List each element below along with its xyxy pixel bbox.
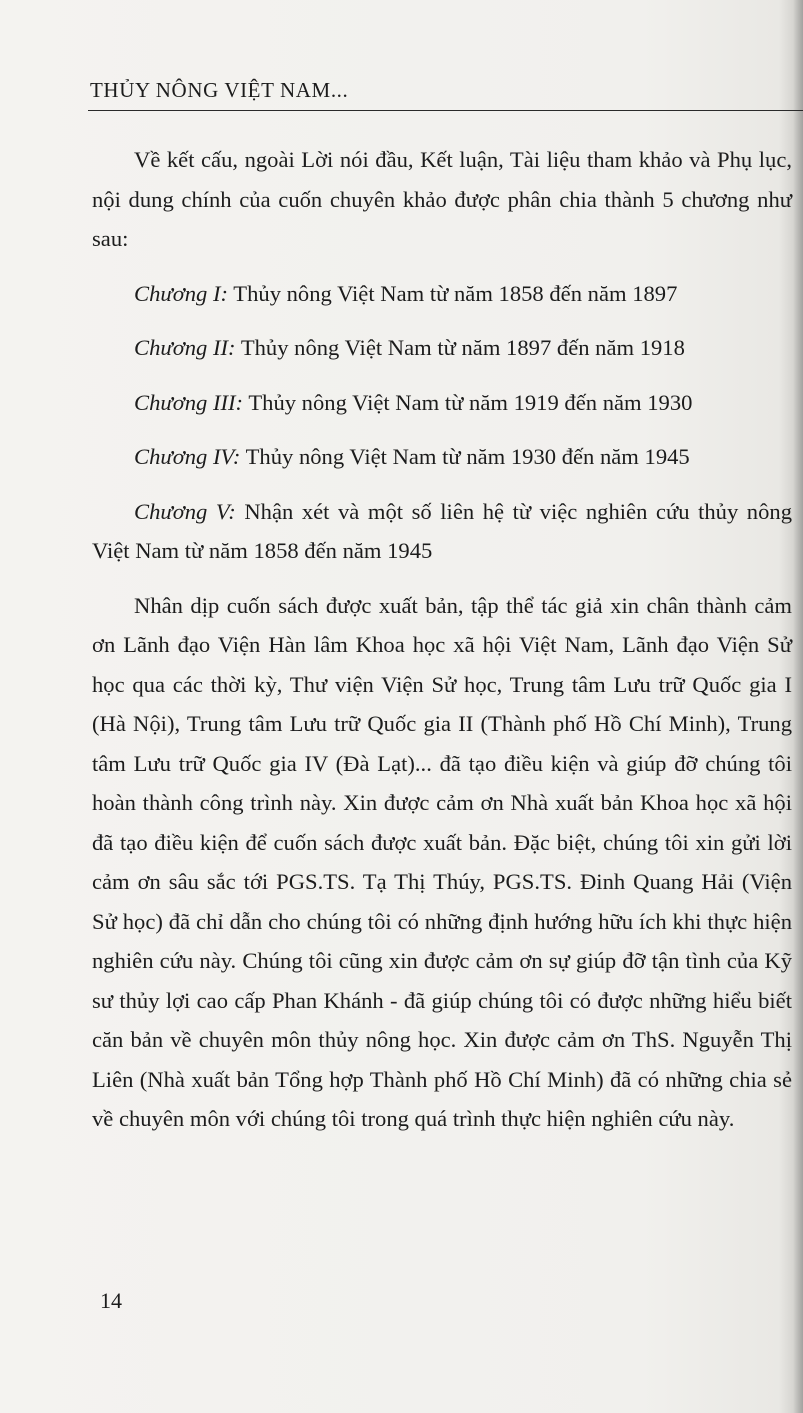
chapter-title: Thủy nông Việt Nam từ năm 1897 đến năm 1918 xyxy=(240,335,685,360)
running-head: THỦY NÔNG VIỆT NAM... xyxy=(90,78,349,102)
chapter-label: Chương I: xyxy=(134,280,229,306)
chapter-title: Thủy nông Việt Nam từ năm 1919 đến năm 1930 xyxy=(248,389,693,415)
chapter-label: Chương IV: xyxy=(134,444,241,469)
chapter-title: Nhận xét và một số liên hệ từ việc nghiên cứu thủy nông Việt Nam từ năm 1858 đến năm 1945 xyxy=(92,498,792,563)
chapter-label: Chương II: xyxy=(134,335,236,360)
chapter-item xyxy=(92,437,792,477)
chapter-item xyxy=(92,492,792,571)
body-text xyxy=(92,140,792,1139)
chapter-label: Chương III: xyxy=(134,389,244,415)
chapter-title: Thủy nông Việt Nam từ năm 1930 đến năm 1945 xyxy=(245,444,690,469)
intro-paragraph: Về kết cấu, ngoài Lời nói đầu, Kết luận, Tài liệu tham khảo và Phụ lục, nội dung chính của cuốn chuyên khảo được phân chia thành 5 chương như sau: xyxy=(92,147,792,251)
page-edge-shadow xyxy=(793,0,803,1413)
chapter-title: Thủy nông Việt Nam từ năm 1858 đến năm 1897 xyxy=(233,280,678,306)
chapter-item xyxy=(92,274,792,314)
chapter-item xyxy=(92,383,792,423)
page-number: 14 xyxy=(100,1288,122,1313)
chapter-label: Chương V: xyxy=(134,498,236,524)
chapter-item xyxy=(92,328,792,368)
acknowledgement-paragraph: Nhân dịp cuốn sách được xuất bản, tập thể tác giả xin chân thành cảm ơn Lãnh đạo Viện Hàn lâm Khoa học xã hội Việt Nam, Lãnh đạo Viện Sử học qua các thời kỳ, Thư viện Viện Sử học, Trung tâm Lưu trữ Quốc gia I (Hà Nội), Trung tâm Lưu trữ Quốc gia II (Thành phố Hồ Chí Minh), Trung tâm Lưu trữ Quốc gia IV (Đà Lạt)... đã tạo điều kiện và giúp đỡ chúng tôi hoàn thành công trình này. Xin được cảm ơn Nhà xuất bản Khoa học xã hội đã tạo điều kiện để cuốn sách được xuất bản. Đặc biệt, chúng tôi xin gửi lời cảm ơn sâu sắc tới PGS.TS. Tạ Thị Thúy, PGS.TS. Đinh Quang Hải (Viện Sử học) đã chỉ dẫn cho chúng tôi có những định hướng hữu ích khi thực hiện nghiên cứu này. Chúng tôi cũng xin được cảm ơn sự giúp đỡ tận tình của Kỹ sư thủy lợi cao cấp Phan Khánh - đã giúp chúng tôi có được những hiểu biết căn bản về chuyên môn thủy nông học. Xin được cảm ơn ThS. Nguyễn Thị Liên (Nhà xuất bản Tổng hợp Thành phố Hồ Chí Minh) đã có những chia sẻ về chuyên môn với chúng tôi trong quá trình thực hiện nghiên cứu này. xyxy=(92,592,792,1131)
header-divider xyxy=(88,110,803,111)
